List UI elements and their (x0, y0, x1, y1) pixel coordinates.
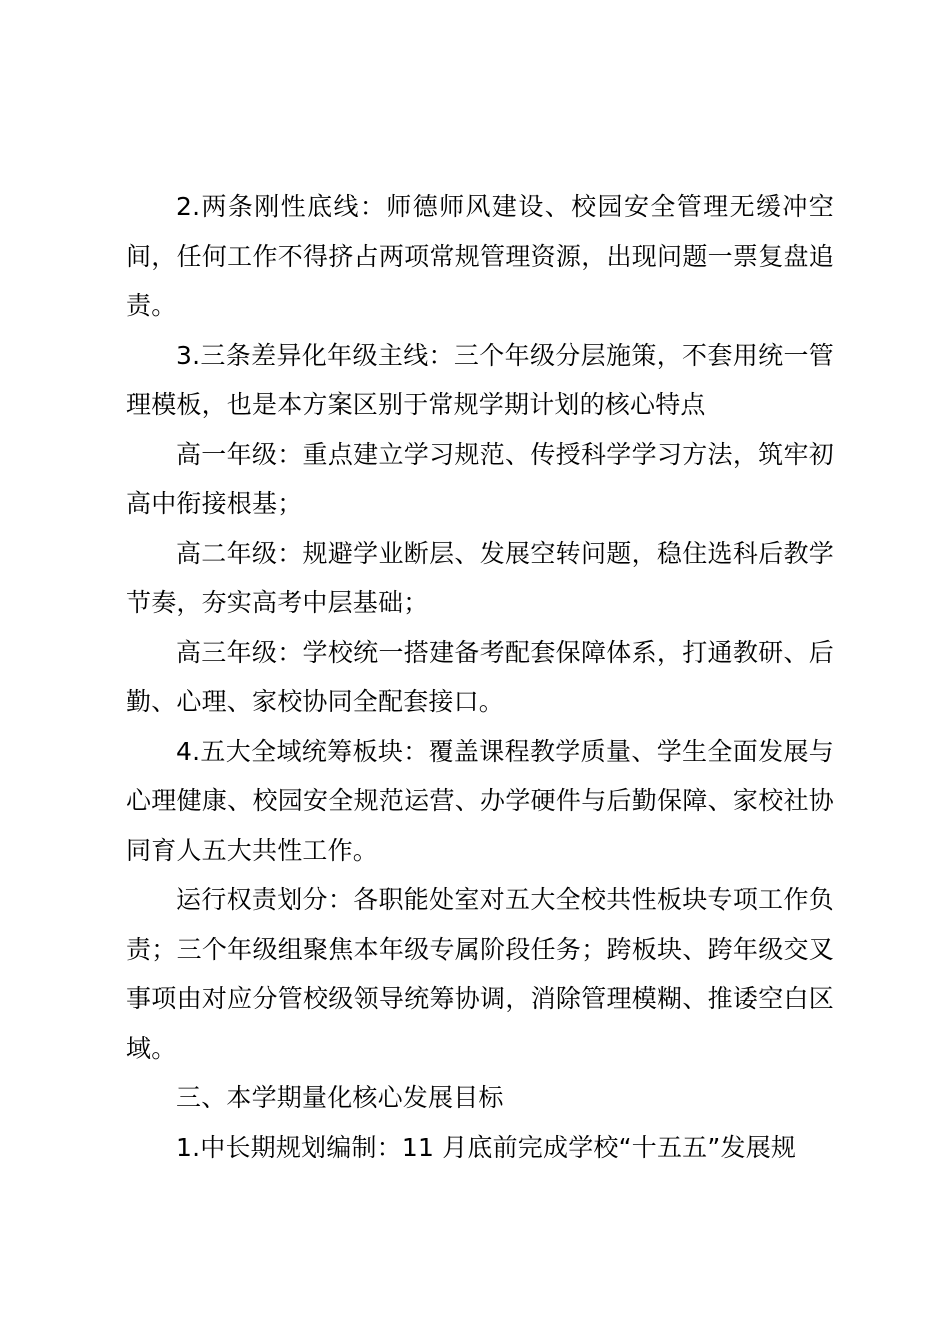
section-heading-quantified-goals: 三、本学期量化核心发展目标 (176, 1083, 504, 1112)
paragraph-grade-one: 高一年级：重点建立学习规范、传授科学学习方法，筑牢初高中衔接根基； (126, 439, 834, 518)
paragraph-five-sections: 4.五大全域统筹板块：覆盖课程教学质量、学生全面发展与心理健康、校园安全规范运营、办学硬件与后勤保障、家校社协同育人五大共性工作。 (126, 736, 834, 865)
document-body (126, 182, 834, 1172)
paragraph-three-grade-lines: 3.三条差异化年级主线：三个年级分层施策，不套用统一管理模板，也是本方案区别于常规学期计划的核心特点 (126, 340, 834, 419)
paragraph-grade-two: 高二年级：规避学业断层、发展空转问题，稳住选科后教学节奏，夯实高考中层基础； (126, 538, 834, 617)
paragraph-responsibility-division: 运行权责划分：各职能处室对五大全校共性板块专项工作负责；三个年级组聚焦本年级专属阶段任务；跨板块、跨年级交叉事项由对应分管校级领导统筹协调，消除管理模糊、推诿空白区域。 (126, 885, 834, 1063)
paragraph-two-red-lines: 2.两条刚性底线：师德师风建设、校园安全管理无缓冲空间，任何工作不得挤占两项常规管理资源，出现问题一票复盘追责。 (126, 192, 834, 320)
paragraph-long-term-planning: 1.中长期规划编制：11 月底前完成学校“十五五”发展规 (176, 1132, 797, 1162)
paragraph-grade-three: 高三年级：学校统一搭建备考配套保障体系，打通教研、后勤、心理、家校协同全配套接口。 (126, 637, 834, 716)
